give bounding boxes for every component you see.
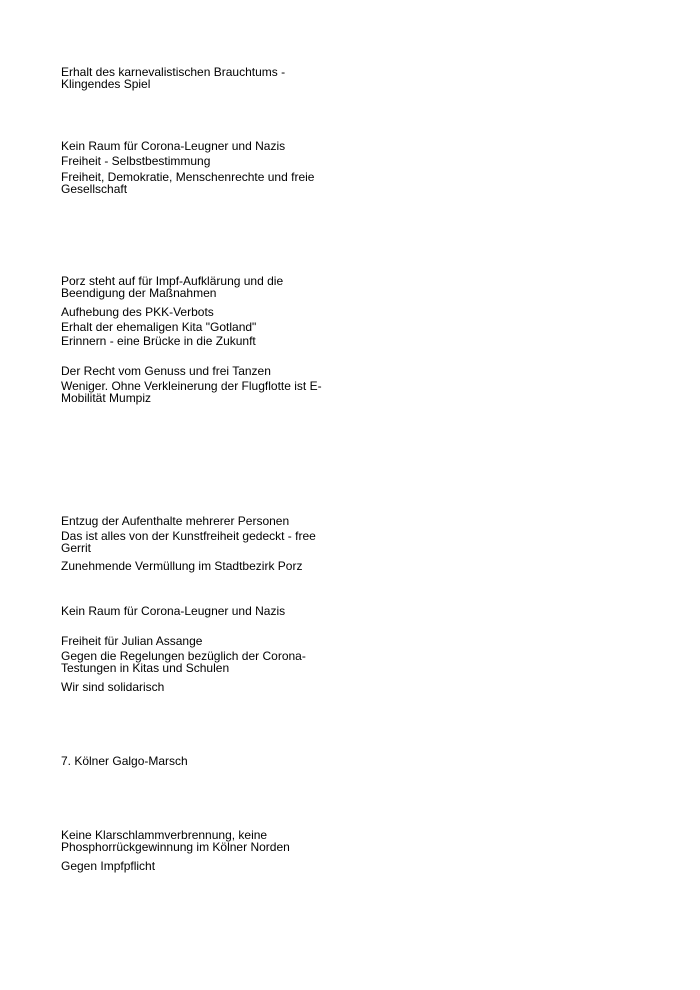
text-entry: Zunehmende Vermüllung im Stadtbezirk Porz xyxy=(61,559,303,573)
text-entry: Wir sind solidarisch xyxy=(61,680,165,694)
text-entry: Kein Raum für Corona-Leugner und Nazis xyxy=(61,604,286,618)
text-entry: Freiheit - Selbstbestimmung xyxy=(61,154,211,168)
text-entry: Erinnern - eine Brücke in die Zukunft xyxy=(61,334,256,348)
text-entry: Keine Klarschlammverbrennung, keine Phosphorrückgewinnung im Kölner Norden xyxy=(61,828,290,854)
text-entry: Erhalt der ehemaligen Kita "Gotland" xyxy=(61,320,257,334)
text-entry: Gegen die Regelungen bezüglich der Corona- Testungen in Kitas und Schulen xyxy=(61,649,306,675)
text-entry: Kein Raum für Corona-Leugner und Nazis xyxy=(61,139,286,153)
text-entry: Der Recht vom Genuss und frei Tanzen xyxy=(61,364,271,378)
text-entry: 7. Kölner Galgo-Marsch xyxy=(61,754,188,768)
text-entry: Freiheit für Julian Assange xyxy=(61,634,203,648)
text-entry: Porz steht auf für Impf-Aufklärung und die Beendigung der Maßnahmen xyxy=(61,274,284,300)
text-entry: Das ist alles von der Kunstfreiheit gedeckt - free Gerrit xyxy=(61,529,316,555)
text-entry: Entzug der Aufenthalte mehrerer Personen xyxy=(61,514,290,528)
text-entry: Weniger. Ohne Verkleinerung der Flugflotte ist E- Mobilität Mumpiz xyxy=(61,379,322,405)
text-entry: Gegen Impfpflicht xyxy=(61,859,156,873)
text-entry: Freiheit, Demokratie, Menschenrechte und freie Gesellschaft xyxy=(61,170,315,196)
text-entry: Erhalt des karnevalistischen Brauchtums - Klingendes Spiel xyxy=(61,65,286,91)
text-entry: Aufhebung des PKK-Verbots xyxy=(61,305,214,319)
